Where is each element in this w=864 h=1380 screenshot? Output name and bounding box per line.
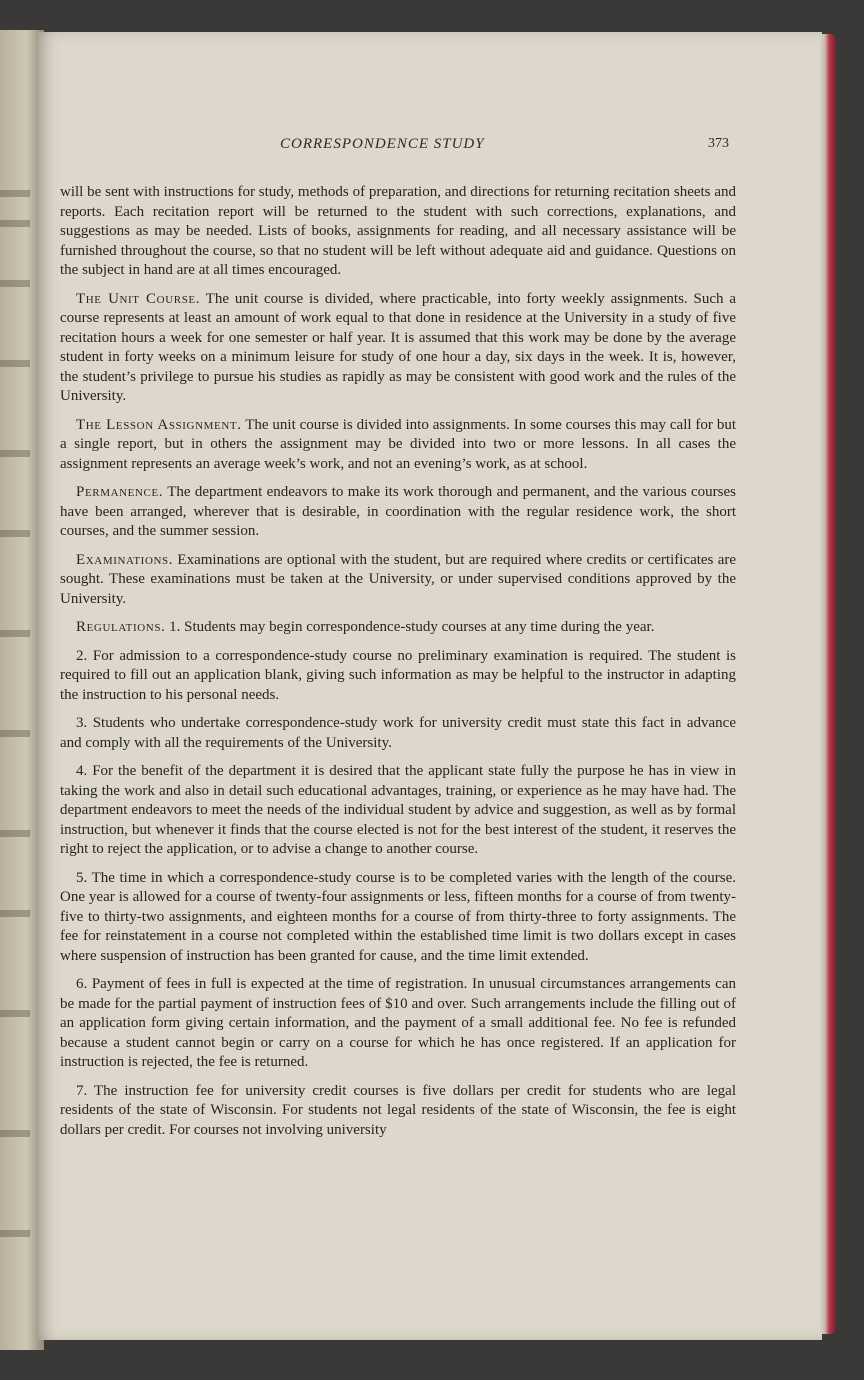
page-body xyxy=(60,183,736,1149)
ghost-text-line xyxy=(0,280,30,287)
paragraph-text: will be sent with instructions for study, methods of preparation, and directions for returning recitation sheets and reports. Each recitation report will be returned to the student with such corrections, explanations, and suggestions as may be needed. Lists of books, assignments for reading, and all necessary assistance will be furnished throughout the course, so that no student will be left without adequate aid and guidance. Questions on the subject in hand are at all times encouraged. xyxy=(60,184,736,278)
ghost-text-line xyxy=(0,1230,30,1237)
ghost-text-line xyxy=(0,220,30,227)
paragraph-text: 2. For admission to a correspondence-study course no preliminary examination is required. The student is required to fill out an application blank, giving such information as may be helpful to the instructor in adapting the instruction to his personal needs. xyxy=(60,647,736,703)
regulation-item xyxy=(60,1082,736,1141)
paragraph-text: 4. For the benefit of the department it is desired that the applicant state fully the purpose he has in view in taking the work and also in detail such educational advantages, training, or experience as he may have had. The department endeavors to meet the needs of the individual student by advice and suggestion, as well as by formal instruction, but whenever it finds that the course elected is not for the best interest of the student, it reserves the right to reject the application, or to advise a change to another course. xyxy=(60,763,736,857)
ghost-text-line xyxy=(0,190,30,197)
paragraph-unit-course xyxy=(60,290,736,407)
paragraph-text: The unit course is divided into assignments. In some courses this may call for but a single report, but in others the assignment may be divided into two or more lessons. In all cases the assignment represents an average week’s work, and not an evening’s work, as at school. xyxy=(60,416,736,472)
ghost-text-line xyxy=(0,450,30,457)
regulation-item xyxy=(60,869,736,967)
paragraph-text: The department endeavors to make its work thorough and permanent, and the various courses have been arranged, wherever that is desirable, in coordination with the regular residence work, the short courses, and the summer session. xyxy=(60,484,736,539)
ghost-text-line xyxy=(0,360,30,367)
regulation-item xyxy=(60,714,736,753)
ghost-text-line xyxy=(0,1130,30,1137)
paragraph-heading: The Lesson Assignment. xyxy=(76,416,242,433)
paragraph-regulations xyxy=(60,618,736,638)
page-edge-red xyxy=(820,34,836,1334)
ghost-text-line xyxy=(0,630,30,637)
page-header xyxy=(0,136,864,160)
paragraph-lesson-assignment xyxy=(60,416,736,475)
paragraph-text: The unit course is divided, where practicable, into forty weekly assignments. Such a course represents at least an amount of work equal to that done in residence at the University in a study of five recitation hours a week for one semester or half year. It is assumed that this work may be done by the average student in forty weeks on a minimum leisure for study of one hour a day, six days in the week. It is, however, the student’s privilege to pursue his studies as rapidly as may be consistent with good work and the rules of the University. xyxy=(60,290,736,404)
paragraph-text: 7. The instruction fee for university credit courses is five dollars per credit for students who are legal residents of the state of Wisconsin. For students not legal residents of the state of Wisconsin, the fee is eight dollars per credit. For courses not involving university xyxy=(60,1082,736,1138)
ghost-text-line xyxy=(0,910,30,917)
paragraph-text: 6. Payment of fees in full is expected at the time of registration. In unusual circumstances arrangements can be made for the partial payment of instruction fees of $10 and over. Such arrangements include the filling out of an application form giving certain information, and the payment of a small additional fee. No fee is refunded because a student cannot begin or carry on a course for which he has once registered. If an application for instruction is rejected, the fee is returned. xyxy=(60,976,736,1070)
paragraph-text: 5. The time in which a correspondence-study course is to be completed varies with the length of the course. One year is allowed for a course of twenty-four assignments or less, fifteen months for a course of from twenty-five to thirty-two assignments, and eighteen months for a course of from thirty-three to forty assignments. The fee for reinstatement in a course not completed within the established time limit is two dollars except in cases where suspension of instruction has been granted for cause, and the time limit extended. xyxy=(60,869,736,964)
paragraph-text: Examinations are optional with the student, but are required where credits or certificates are sought. These examinations must be taken at the University, or under supervised conditions approved by the University. xyxy=(60,551,737,607)
regulation-item xyxy=(60,975,736,1073)
paragraph-permanence xyxy=(60,483,736,542)
running-title: CORRESPONDENCE STUDY xyxy=(280,136,485,152)
regulation-item xyxy=(60,762,736,860)
paragraph-continuation xyxy=(60,183,736,281)
ghost-text-line xyxy=(0,530,30,537)
regulation-item xyxy=(60,647,736,706)
paragraph-heading: The Unit Course. xyxy=(76,290,201,307)
paragraph-text: 1. Students may begin correspondence-study courses at any time during the year. xyxy=(169,619,655,635)
ghost-text-line xyxy=(0,730,30,737)
paragraph-text: 3. Students who undertake correspondence-study work for university credit must state this fact in advance and comply with all the requirements of the University. xyxy=(60,715,736,751)
paragraph-heading: Examinations. xyxy=(76,551,174,568)
paragraph-examinations xyxy=(60,551,736,610)
paragraph-heading: Permanence. xyxy=(76,484,164,500)
ghost-text-line xyxy=(0,1010,30,1017)
paragraph-heading: Regulations. xyxy=(76,619,166,635)
ghost-text-line xyxy=(0,830,30,837)
page-number: 373 xyxy=(708,136,729,151)
